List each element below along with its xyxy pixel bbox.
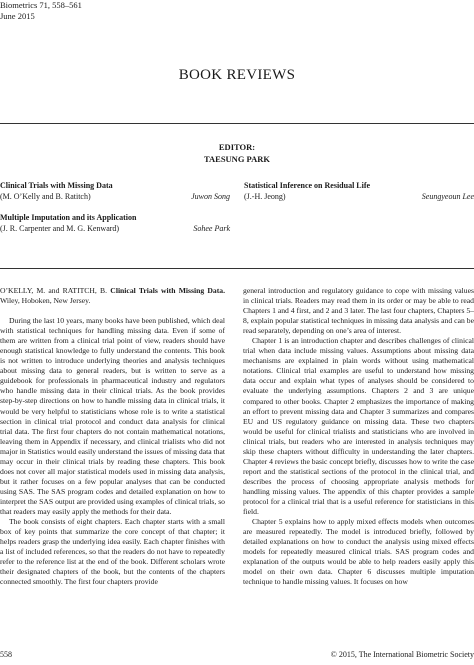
issue-date: June 2015 xyxy=(0,11,35,21)
page-number: 558 xyxy=(0,650,12,659)
toc-rule xyxy=(0,268,474,269)
toc-book-title: Statistical Inference on Residual Life xyxy=(244,181,371,190)
copyright-notice: © 2015, The International Biometric Society xyxy=(330,650,474,659)
citation-authors: O’KELLY, M. and RATITCH, B. xyxy=(0,286,108,295)
toc-entry xyxy=(0,181,230,202)
toc-right xyxy=(244,181,474,202)
review-citation xyxy=(0,286,225,306)
journal-citation: Biometrics 71, 558–561 xyxy=(0,0,82,10)
editor-name: TAESUNG PARK xyxy=(203,154,271,164)
review-paragraph: Chapter 1 is an introduction chapter and describes challenges of clinical trial when data include missing values. Assumptions about missing data mechanisms are explained in plain words without using mathematical notations. Clinical trial examples are useful to understand how missing data occur and explain what types of analyses should be considered to evaluate the underlying assumptions. Chapters 2 and 3 are unique compared to other books. Chapter 2 emphasizes the importance of making an effort to prevent missing data and Chapter 3 summarizes and compares EU and US regulatory guidance on missing data. These two chapters would be useful for clinical trialists and statisticians who are involved in clinical trials, but readers who are interested in analysis techniques may skip these chapters without difficulty in understanding the later chapters. Chapter 4 reviews the basic concept briefly, discusses how to write the case report and the statistical sections of the protocol in the clinical trial, and describes the process of choosing appropriate analysis methods for handling missing values. The appendix of this chapter provides a sample protocol for a clinical trial that is a useful reference for statisticians in this field. xyxy=(243,336,474,517)
citation-publisher: Wiley, Hoboken, New Jersey. xyxy=(0,296,91,306)
review-paragraph: During the last 10 years, many books have been published, which deal with statistical techniques for handling missing data. Even if some of them are written from a clinical trial point of view, readers should have enough statistical knowledge to fully understand the contents. This book is not written to introduce underlying theories and analysis techniques about missing data to general readers, but is written to serve as a guidebook for professionals in pharmaceutical industry and regulators who handle missing data in their clinical trials. As the book provides step-by-step directions on how to handle missing data in clinical trials, it would be very helpful to statisticians whose role is to write a statistical section in clinical trial protocol and conduct data analysis for clinical trial data. The first four chapters do not contain mathematical notations, leaving them in Appendix if necessary, and clinical trialists who did not major in Statistics would easily understand the issues of missing data that may occur in their clinical trials by reading these chapters. This book does not cover all major statistical models used in missing data analysis, but it rather focuses on a few popular analyses that can be conducted using SAS. The SAS program codes and detailed explanation on how to interpret the SAS output are provided using examples of clinical trials, so that readers may easily apply the methods for their data. xyxy=(0,316,225,516)
review-paragraph: Chapter 5 explains how to apply mixed effects models when outcomes are measured repeatedly. The model is introduced briefly, followed by detailed explanations on how to conduct the analysis using mixed effects models for repeatedly measured clinical trials. SAS program codes and explanation of the outputs would be able to help readers easily apply this model on their own data. Chapter 6 discusses multiple imputation technique to handle missing values. It focuses on how xyxy=(243,517,474,587)
toc-book-authors: (M. O’Kelly and B. Ratitch) xyxy=(0,191,91,201)
toc-left xyxy=(0,181,230,234)
review-paragraph: The book consists of eight chapters. Each chapter starts with a small box of key points that summarize the core concept of that chapter; it helps readers grasp the underlying idea easily. Each chapter finishes with a list of included references, so that the readers do not have to repeatedly refer to the reference list at the end of the book. Different scholars wrote their designated chapters of the book, but the contents of the chapters connected smoothly. The first four chapters provide xyxy=(0,517,225,587)
toc-reviewer: Juwon Song xyxy=(191,191,230,201)
title-rule xyxy=(0,123,474,124)
toc-book-title: Multiple Imputation and its Application xyxy=(0,213,137,222)
toc-book-title: Clinical Trials with Missing Data xyxy=(0,181,113,190)
review-right-column xyxy=(243,286,474,587)
editor-block xyxy=(0,141,474,165)
citation-book-title: Clinical Trials with Missing Data. xyxy=(110,286,225,295)
section-title: BOOK REVIEWS xyxy=(178,67,296,83)
review-left-column xyxy=(0,286,225,587)
toc-reviewer: Sohee Park xyxy=(193,223,230,233)
editor-label: EDITOR: xyxy=(218,142,256,152)
toc-entry xyxy=(0,213,230,234)
toc-book-authors: (J. R. Carpenter and M. G. Kenward) xyxy=(0,223,120,233)
toc-entry xyxy=(244,181,474,202)
review-paragraph: general introduction and regulatory guidance to cope with missing values in clinical trials. Readers may read them in its order or may be able to read Chapters 1 and 4 first, and 2 and 3 later. The last four chapters, Chapters 5–8, explain popular statistical techniques in missing data analysis and can be read separately, depending on one’s area of interest. xyxy=(243,286,474,336)
running-header xyxy=(0,0,82,22)
toc-reviewer: Seungyeoun Lee xyxy=(421,191,474,201)
toc-book-authors: (J.-H. Jeong) xyxy=(244,191,286,201)
